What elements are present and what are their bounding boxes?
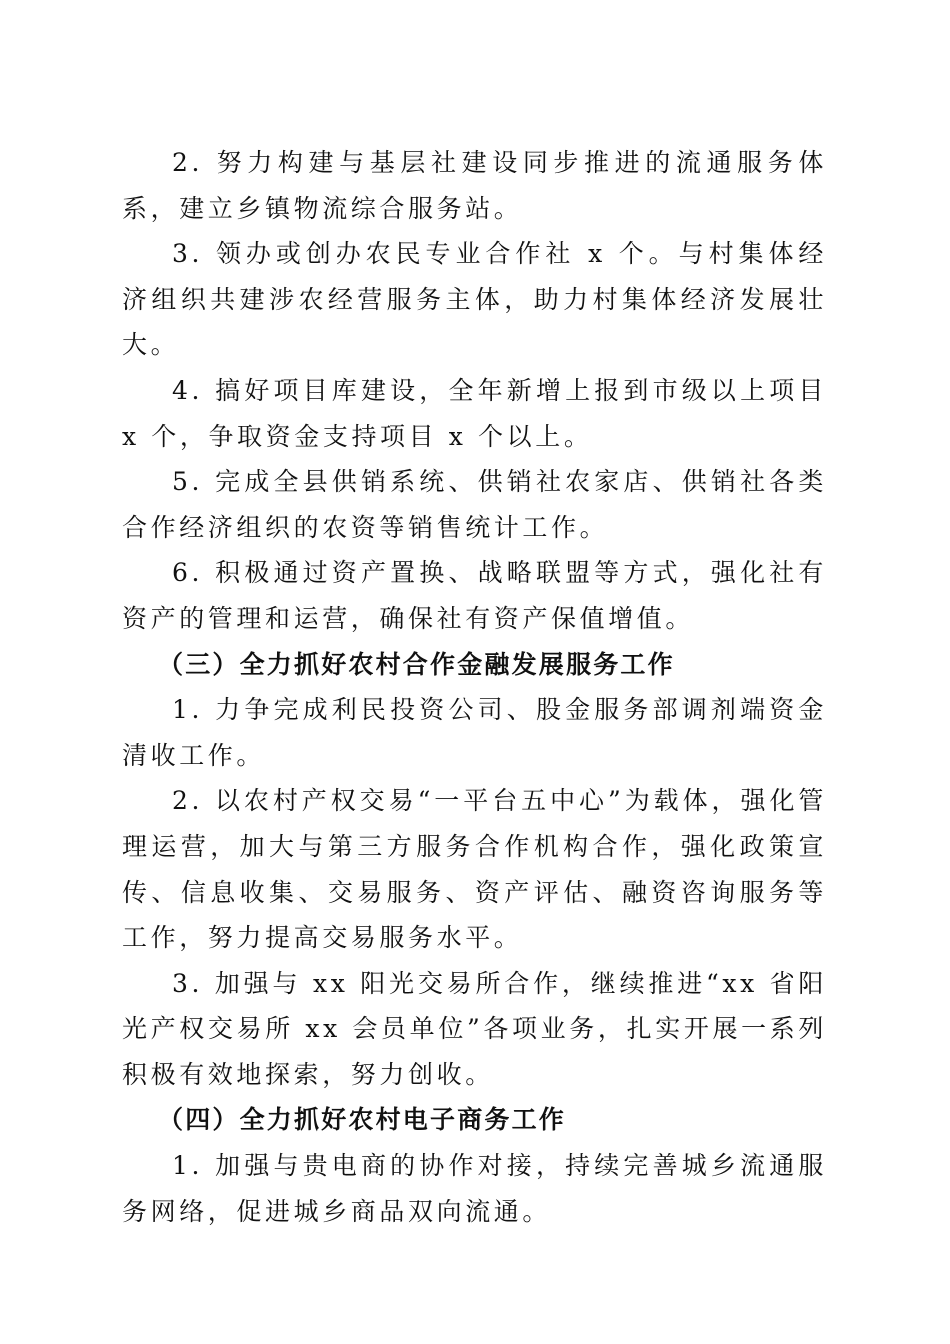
item-2-distribution-service: 2. 努力构建与基层社建设同步推进的流通服务体系，建立乡镇物流综合服务站。: [122, 148, 827, 223]
section-heading-4: （四）全力抓好农村电子商务工作: [158, 1105, 567, 1135]
document-page: [122, 140, 827, 1234]
item-3-exchange-cooperation: 3. 加强与 xx 阳光交易所合作，继续推进“xx 省阳光产权交易所 xx 会员单位”各项业务，扎实开展一系列积极有效地探索，努力创收。: [122, 968, 827, 1089]
item-1-fund-recovery: 1. 力争完成利民投资公司、股金服务部调剂端资金清收工作。: [122, 695, 827, 770]
item-4-project-library: 4. 搞好项目库建设，全年新增上报到市级以上项目 x 个，争取资金支持项目 x 个以上。: [122, 375, 827, 451]
item-6-asset-management: 6. 积极通过资产置换、战略联盟等方式，强化社有资产的管理和运营，确保社有资产保值增值。: [122, 558, 827, 633]
item-5-sales-statistics: 5. 完成全县供销系统、供销社农家店、供销社各类合作经济组织的农资等销售统计工作。: [122, 467, 827, 542]
item-1-ecommerce: 1. 加强与贵电商的协作对接，持续完善城乡流通服务网络，促进城乡商品双向流通。: [122, 1151, 827, 1226]
section-heading-3: （三）全力抓好农村合作金融发展服务工作: [158, 649, 675, 679]
item-3-cooperatives: 3. 领办或创办农民专业合作社 x 个。与村集体经济组织共建涉农经营服务主体，助力村集体经济发展壮大。: [122, 239, 827, 360]
item-2-property-trading: 2. 以农村产权交易“一平台五中心”为载体，强化管理运营，加大与第三方服务合作机构合作，强化政策宣传、信息收集、交易服务、资产评估、融资咨询服务等工作，努力提高交易服务水平。: [122, 786, 827, 953]
